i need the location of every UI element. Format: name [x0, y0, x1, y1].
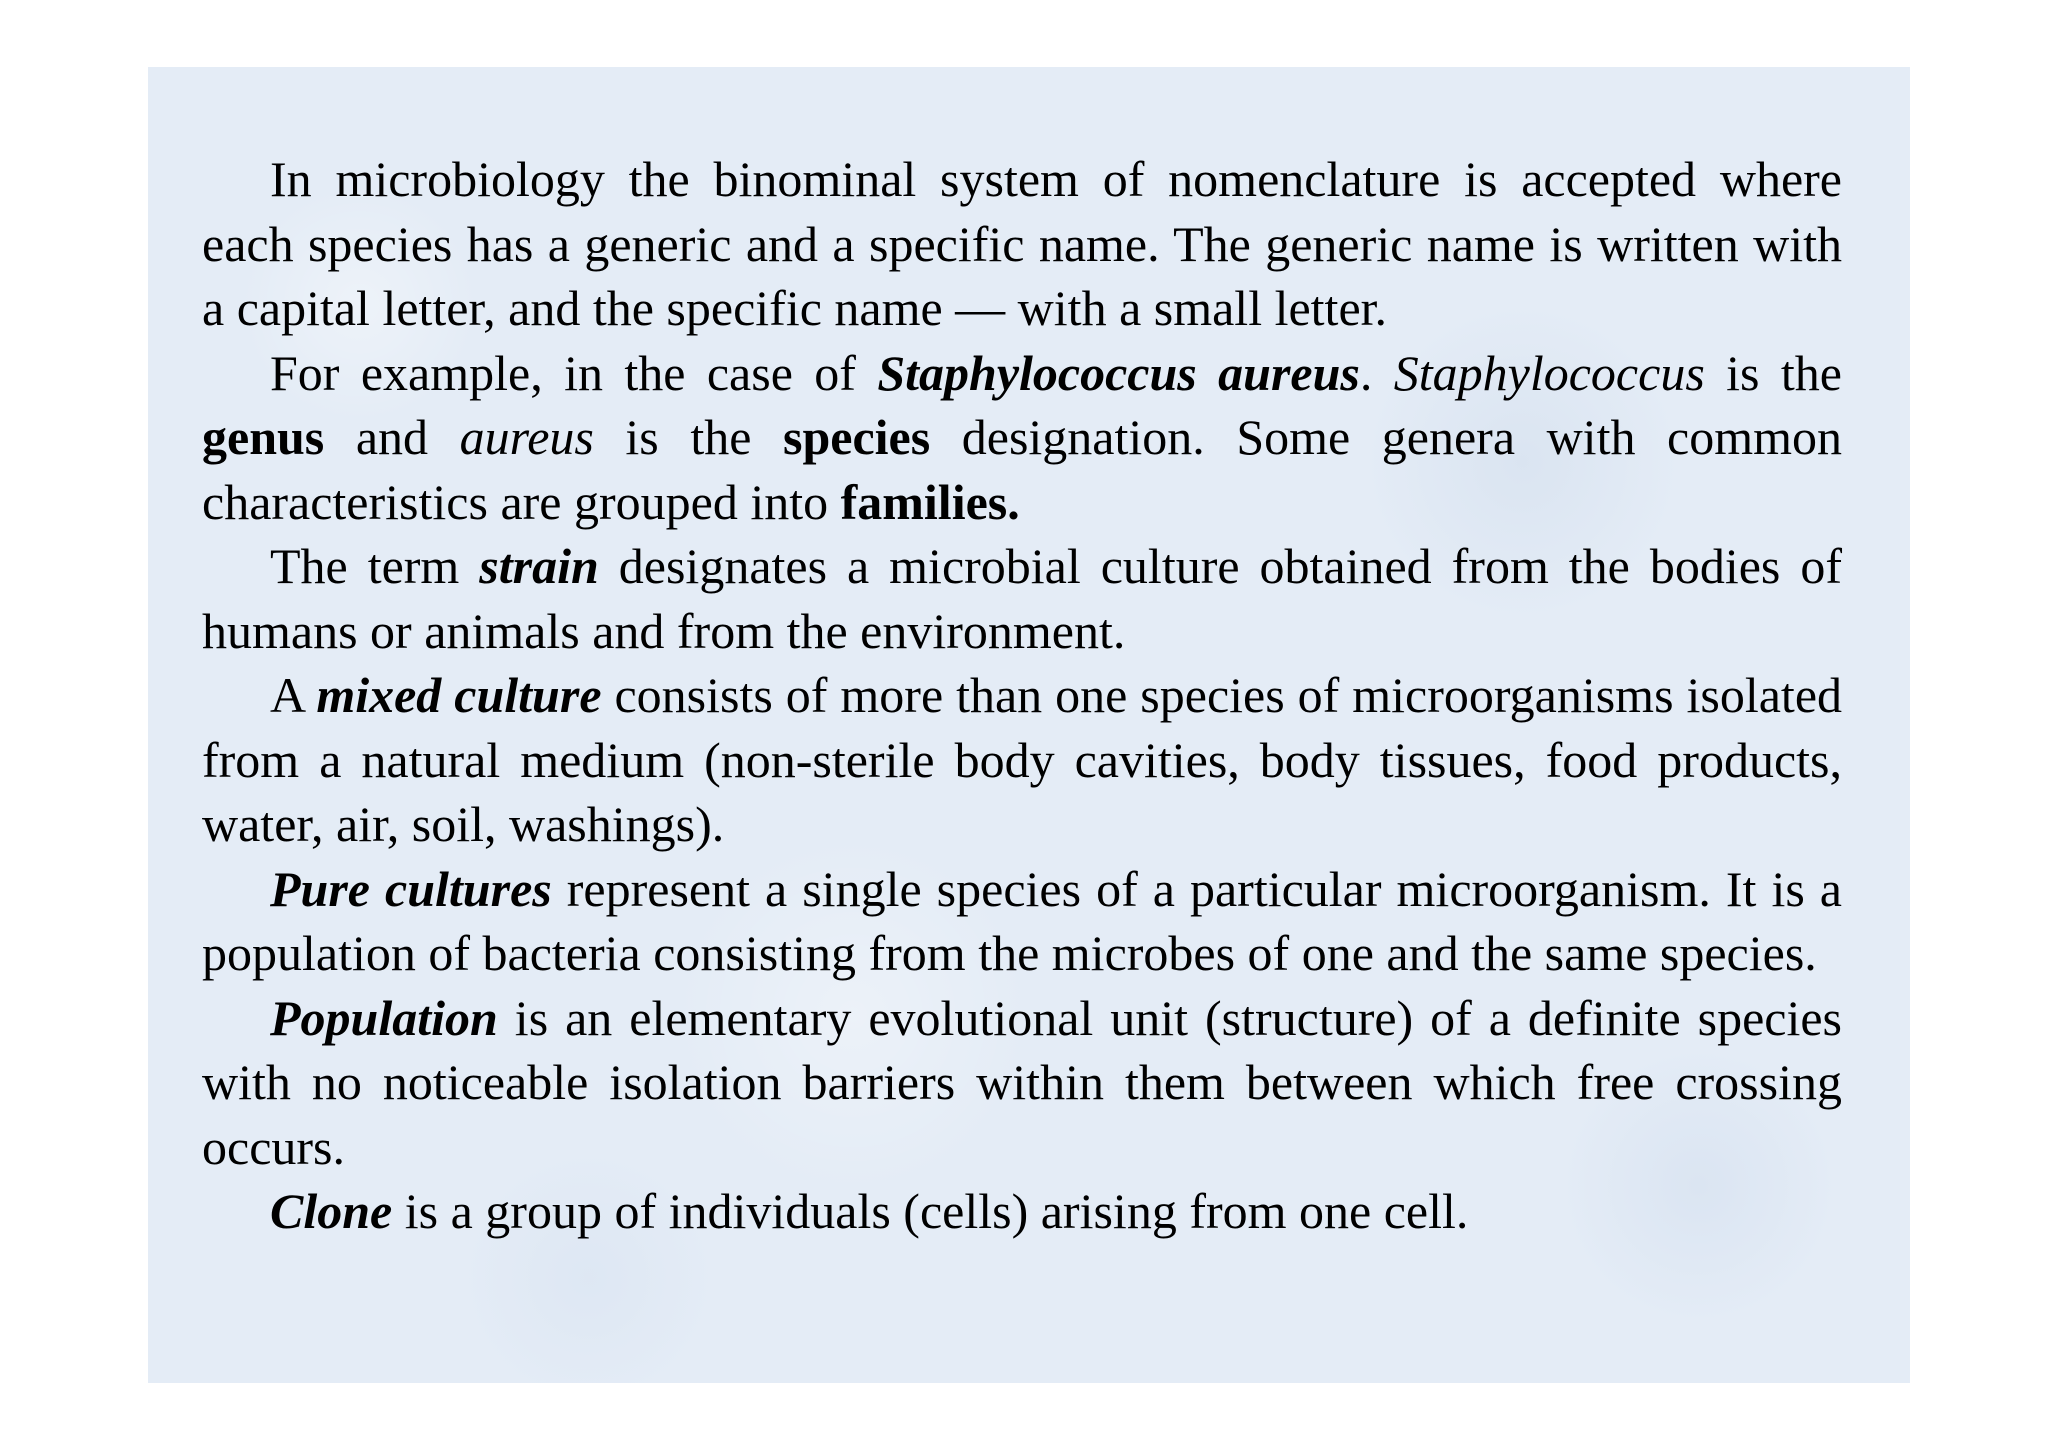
text-run: For example, in the case of — [270, 344, 878, 401]
term-staphylococcus: Staphylococcus — [1393, 344, 1705, 401]
term-strain: strain — [479, 538, 599, 594]
text-run: A — [270, 667, 317, 723]
text-run: represent a single species of a particular microorganism. It is a population of bacteria consisting from the microbes of one and the same species. — [202, 860, 1843, 981]
text-run: designates a microbial culture obtained from the bodies of humans or animals and from the environment. — [202, 538, 1842, 659]
term-families: families. — [840, 473, 1020, 530]
text-run: consists of more than one species of microorganisms isolated from a natural medium (non-sterile body cavities, body tissues, food products, water, air, soil, washings). — [202, 667, 1843, 852]
text-run: is the — [593, 409, 783, 465]
text-run: is the — [1704, 344, 1842, 401]
paragraph-strain — [202, 534, 1842, 663]
slide-body-text — [202, 147, 1842, 1244]
term-genus: genus — [202, 409, 325, 465]
text-run: is an elementary evolutional unit (structure) of a definite species with no noticeable isolation barriers within them between which free crossing occurs. — [202, 989, 1842, 1175]
term-mixed-culture: mixed culture — [316, 667, 602, 723]
text-run: designation. Some genera with common characteristics are grouped into — [202, 409, 1842, 530]
text-run: is a group of individuals (cells) arising from one cell. — [392, 1183, 1469, 1239]
paragraph-example — [202, 341, 1842, 535]
text-run: The term — [270, 538, 480, 594]
paragraph-text: In microbiology the binominal system of nomenclature is accepted where each species has a generic and a specific name. The generic name is written with a capital letter, and the specific name — with a small letter. — [202, 151, 1842, 336]
paragraph-clone — [202, 1179, 1842, 1244]
term-clone: Clone — [270, 1183, 393, 1239]
term-species: species — [782, 409, 931, 465]
paragraph-binomial-system — [202, 147, 1842, 341]
slide-background — [148, 67, 1910, 1383]
text-run: . — [1359, 344, 1394, 401]
term-staphylococcus-aureus: Staphylococcus aureus — [877, 344, 1360, 401]
paragraph-mixed-culture — [202, 663, 1842, 857]
paragraph-pure-cultures — [202, 857, 1842, 986]
text-run: and — [324, 409, 460, 465]
term-aureus: aureus — [459, 409, 594, 465]
term-population: Population — [270, 989, 498, 1046]
term-pure-cultures: Pure cultures — [270, 860, 552, 917]
paragraph-population — [202, 986, 1842, 1180]
